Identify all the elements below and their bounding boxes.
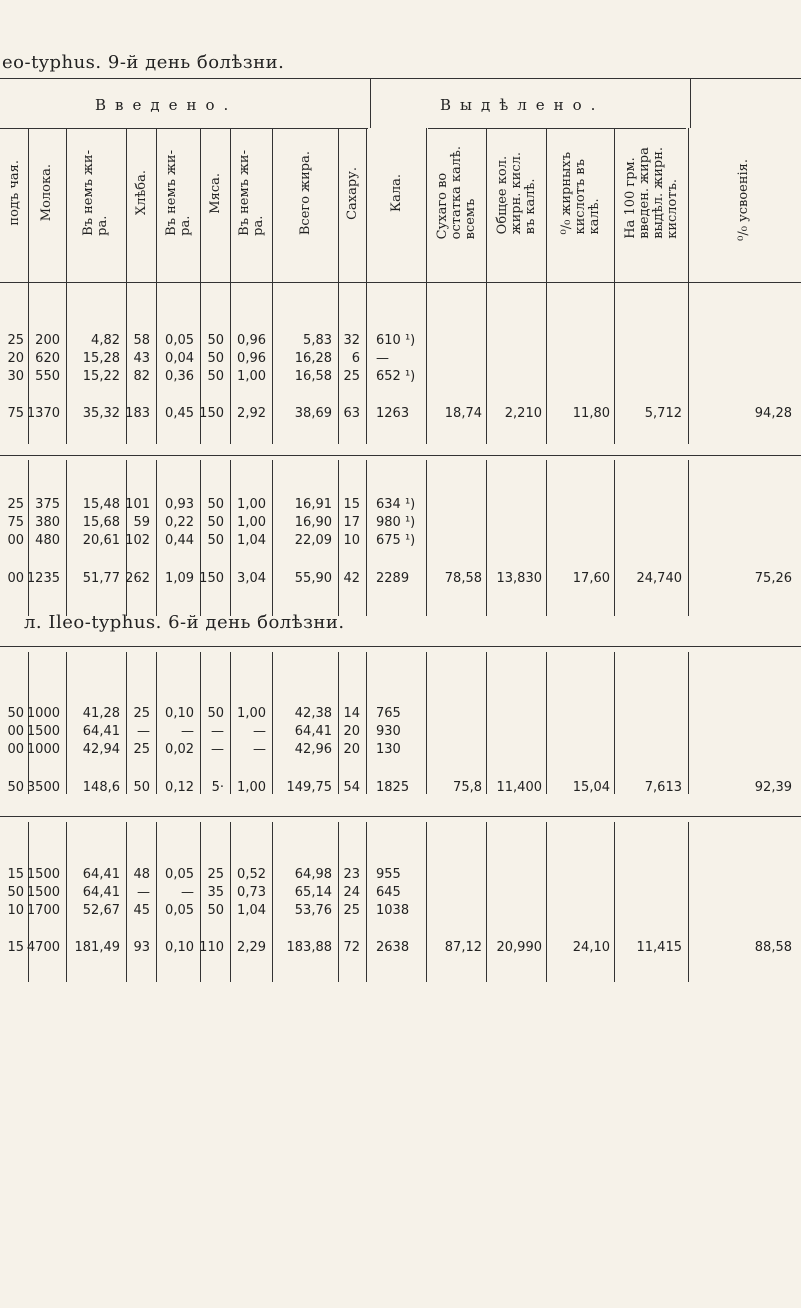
column-rule <box>272 822 273 982</box>
column-rule <box>156 128 157 444</box>
table-cell: — <box>181 724 194 739</box>
total-cell: 75 <box>7 406 24 421</box>
section-2-caption: л. Ileo-typhus. 6-й день болѣзни. <box>24 612 345 633</box>
table-cell: 634 ¹) <box>376 497 416 512</box>
total-cell: 20,990 <box>496 940 542 955</box>
column-rule <box>486 652 487 794</box>
column-rule <box>126 128 127 444</box>
col-header-assimilation: ⁰/₀ усвоенія. <box>736 159 751 241</box>
table-cell: 0,22 <box>165 515 194 530</box>
table-cell: — <box>376 351 389 366</box>
total-cell: 110 <box>199 940 224 955</box>
table-cell: 32 <box>343 333 360 348</box>
col-header-per-100g: На 100 грм. ввeден. жира выдѣл. жирн. кислотъ. <box>623 147 680 239</box>
table-cell: 50 <box>207 497 224 512</box>
table-cell: 1,04 <box>237 533 266 548</box>
table-cell: 0,04 <box>165 351 194 366</box>
table-cell: 22,09 <box>294 533 332 548</box>
column-rule <box>426 460 427 616</box>
total-cell: 50 <box>133 780 150 795</box>
table-cell: 64,41 <box>82 885 120 900</box>
table-cell: 1500 <box>26 885 60 900</box>
table-cell: 00 <box>7 742 24 757</box>
table-cell: 20 <box>7 351 24 366</box>
column-rule <box>614 822 615 982</box>
table-cell: 1,00 <box>237 706 266 721</box>
total-cell: 42 <box>343 571 360 586</box>
column-rule <box>272 652 273 794</box>
table-cell: 59 <box>133 515 150 530</box>
column-rule <box>126 822 127 982</box>
table-cell: 25 <box>133 706 150 721</box>
column-rule <box>200 822 201 982</box>
col-header-sugar: Сахару. <box>345 166 360 220</box>
total-cell: 63 <box>343 406 360 421</box>
column-rule <box>546 652 547 794</box>
table-cell: 16,90 <box>294 515 332 530</box>
table-cell: 00 <box>7 724 24 739</box>
table-cell: 45 <box>133 903 150 918</box>
table-cell: 645 <box>376 885 401 900</box>
table-cell: — <box>253 742 266 757</box>
table-cell: — <box>211 742 224 757</box>
col-header-bread-fat: Въ немъ жи- ра. <box>164 150 193 236</box>
table-cell: 25 <box>343 369 360 384</box>
column-rule <box>126 652 127 794</box>
total-cell: 15,04 <box>572 780 610 795</box>
total-cell: 78,58 <box>444 571 482 586</box>
total-cell: 11,415 <box>636 940 682 955</box>
table-cell: 16,28 <box>294 351 332 366</box>
table-cell: 64,98 <box>294 867 332 882</box>
table-cell: 15,68 <box>82 515 120 530</box>
total-cell: 4700 <box>26 940 60 955</box>
total-cell: 75,26 <box>754 571 792 586</box>
table-cell: 25 <box>7 497 24 512</box>
total-cell: 88,58 <box>754 940 792 955</box>
table-cell: 0,44 <box>165 533 194 548</box>
total-cell: 11,80 <box>572 406 610 421</box>
table-cell: 1000 <box>26 706 60 721</box>
column-rule <box>366 652 367 794</box>
total-cell: 17,60 <box>572 571 610 586</box>
table-cell: 50 <box>207 533 224 548</box>
column-rule <box>200 652 201 794</box>
table-cell: 1038 <box>376 903 410 918</box>
table-cell: — <box>181 885 194 900</box>
table-cell: 42,94 <box>82 742 120 757</box>
total-cell: 7,613 <box>644 780 682 795</box>
table-cell: 16,58 <box>294 369 332 384</box>
table-cell: 20 <box>343 742 360 757</box>
col-header-dry-residue: Сухаго во остатка калѣ. всемъ <box>435 146 478 240</box>
total-cell: 262 <box>125 571 150 586</box>
total-cell: 51,77 <box>82 571 120 586</box>
table-cell: 17 <box>343 515 360 530</box>
total-cell: 72 <box>343 940 360 955</box>
total-cell: 0,12 <box>165 780 194 795</box>
table-cell: 0,10 <box>165 706 194 721</box>
column-rule <box>426 652 427 794</box>
table-cell: 930 <box>376 724 401 739</box>
total-cell: 1825 <box>376 780 410 795</box>
table-cell: 5,83 <box>303 333 332 348</box>
total-cell: 15 <box>7 940 24 955</box>
table-cell: 0,02 <box>165 742 194 757</box>
table-cell: 0,05 <box>165 333 194 348</box>
col-header-fatty-acid-percent: ⁰/₀ жирныхъ кислотъ въ калѣ. <box>559 151 602 235</box>
table-cell: 65,14 <box>294 885 332 900</box>
table-cell: 675 ¹) <box>376 533 416 548</box>
column-rule <box>546 822 547 982</box>
table-cell: 0,52 <box>237 867 266 882</box>
table-cell: 610 ¹) <box>376 333 416 348</box>
table-cell: 1,04 <box>237 903 266 918</box>
table-cell: 58 <box>133 333 150 348</box>
table-cell: 53,76 <box>294 903 332 918</box>
table-cell: 50 <box>207 706 224 721</box>
col-header-bread: Хлѣба. <box>134 170 149 216</box>
table-cell: 50 <box>7 885 24 900</box>
table-cell: 4,82 <box>91 333 120 348</box>
table-cell: 41,28 <box>82 706 120 721</box>
table-cell: 480 <box>35 533 60 548</box>
column-rule <box>28 652 29 794</box>
page-title: eo-typhus. 9-й день болѣзни. <box>2 52 285 73</box>
table-cell: 24 <box>343 885 360 900</box>
column-rule <box>200 128 201 444</box>
table-cell: 0,05 <box>165 903 194 918</box>
table-cell: 10 <box>7 903 24 918</box>
total-cell: 24,10 <box>572 940 610 955</box>
table-cell: — <box>253 724 266 739</box>
table-cell: 1,00 <box>237 497 266 512</box>
total-cell: 24,740 <box>636 571 682 586</box>
column-rule <box>338 822 339 982</box>
column-rule <box>66 652 67 794</box>
total-cell: 75,8 <box>453 780 482 795</box>
column-rule <box>366 460 367 616</box>
table-cell: 200 <box>35 333 60 348</box>
table-cell: 375 <box>35 497 60 512</box>
total-cell: 181,49 <box>74 940 120 955</box>
column-rule <box>28 822 29 982</box>
total-cell: 11,400 <box>496 780 542 795</box>
column-rule <box>688 822 689 982</box>
total-cell: 183 <box>125 406 150 421</box>
table-cell: 130 <box>376 742 401 757</box>
table-cell: 1500 <box>26 724 60 739</box>
total-cell: 1235 <box>26 571 60 586</box>
total-cell: 2,92 <box>237 406 266 421</box>
table-cell: 652 ¹) <box>376 369 416 384</box>
table-cell: 50 <box>207 515 224 530</box>
table-cell: 75 <box>7 515 24 530</box>
top-rule <box>0 78 801 79</box>
table-cell: 50 <box>207 369 224 384</box>
col-header-feces: Кала. <box>389 174 404 212</box>
total-cell: 2,29 <box>237 940 266 955</box>
total-cell: 5,712 <box>644 406 682 421</box>
table-cell: 00 <box>7 533 24 548</box>
table-cell: 0,36 <box>165 369 194 384</box>
table-cell: 102 <box>125 533 150 548</box>
table-cell: 101 <box>125 497 150 512</box>
table-cell: 980 ¹) <box>376 515 416 530</box>
column-rule <box>688 460 689 616</box>
column-rule <box>486 128 487 444</box>
table-cell: — <box>137 885 150 900</box>
column-rule <box>426 822 427 982</box>
table-cell: 20 <box>343 724 360 739</box>
table-cell: 50 <box>207 351 224 366</box>
table-cell: 14 <box>343 706 360 721</box>
total-cell: 38,69 <box>294 406 332 421</box>
total-cell: 50 <box>7 780 24 795</box>
col-header-meat-fat: Въ немъ жи- ра. <box>237 150 266 236</box>
total-cell: 148,6 <box>82 780 120 795</box>
block-rule <box>0 646 801 647</box>
column-rule <box>426 128 427 444</box>
table-cell: 1500 <box>26 867 60 882</box>
table-cell: 0,96 <box>237 351 266 366</box>
table-cell: 23 <box>343 867 360 882</box>
column-rule <box>338 652 339 794</box>
table-cell: 25 <box>7 333 24 348</box>
total-cell: 1370 <box>26 406 60 421</box>
table-cell: — <box>137 724 150 739</box>
total-cell: 183,88 <box>286 940 332 955</box>
column-rule <box>366 128 367 444</box>
table-cell: 50 <box>207 903 224 918</box>
column-rule <box>546 460 547 616</box>
total-cell: 18,74 <box>444 406 482 421</box>
table-cell: 64,41 <box>82 724 120 739</box>
column-rule <box>614 128 615 444</box>
total-cell: 2638 <box>376 940 410 955</box>
total-cell: 55,90 <box>294 571 332 586</box>
table-cell: 16,91 <box>294 497 332 512</box>
total-cell: 54 <box>343 780 360 795</box>
col-header-milk: Молока. <box>39 164 54 222</box>
total-cell: 87,12 <box>444 940 482 955</box>
table-cell: 15,28 <box>82 351 120 366</box>
column-rule <box>614 652 615 794</box>
table-cell: 1,00 <box>237 515 266 530</box>
total-cell: 1,09 <box>165 571 194 586</box>
column-rule <box>338 128 339 444</box>
table-cell: 0,73 <box>237 885 266 900</box>
table-cell: 550 <box>35 369 60 384</box>
total-cell: 2,210 <box>504 406 542 421</box>
column-rule <box>230 128 231 444</box>
table-cell: 15,48 <box>82 497 120 512</box>
col-header-milk-fat: Въ немъ жи- ра. <box>81 150 110 236</box>
column-rule <box>486 822 487 982</box>
table-cell: 15 <box>343 497 360 512</box>
total-cell: 150 <box>199 571 224 586</box>
group-header-excreted: Выдѣлено. <box>440 96 605 114</box>
table-cell: 10 <box>343 533 360 548</box>
column-rule <box>688 128 689 444</box>
col-header-time: подъ чая. <box>7 160 22 226</box>
table-cell: 1,00 <box>237 369 266 384</box>
table-cell: — <box>211 724 224 739</box>
column-rule <box>28 128 29 444</box>
table-cell: 765 <box>376 706 401 721</box>
table-cell: 42,38 <box>294 706 332 721</box>
table-cell: 35 <box>207 885 224 900</box>
total-cell: 3500 <box>26 780 60 795</box>
column-rule <box>486 460 487 616</box>
total-cell: 149,75 <box>286 780 332 795</box>
table-cell: 15 <box>7 867 24 882</box>
total-cell: 35,32 <box>82 406 120 421</box>
total-cell: 150 <box>199 406 224 421</box>
column-rule <box>230 652 231 794</box>
total-cell: 2289 <box>376 571 410 586</box>
table-cell: 620 <box>35 351 60 366</box>
col-header-total-fat: Всего жира. <box>298 150 313 236</box>
group-header-introduced: Введено. <box>95 96 238 114</box>
block-rule <box>0 455 801 456</box>
table-cell: 25 <box>343 903 360 918</box>
table-cell: 380 <box>35 515 60 530</box>
total-cell: 93 <box>133 940 150 955</box>
total-cell: 92,39 <box>754 780 792 795</box>
table-cell: 64,41 <box>294 724 332 739</box>
table-cell: 20,61 <box>82 533 120 548</box>
table-cell: 1000 <box>26 742 60 757</box>
total-cell: 13,830 <box>496 571 542 586</box>
column-rule <box>66 822 67 982</box>
total-cell: 94,28 <box>754 406 792 421</box>
table-cell: 0,93 <box>165 497 194 512</box>
column-rule <box>230 822 231 982</box>
table-cell: 82 <box>133 369 150 384</box>
table-cell: 955 <box>376 867 401 882</box>
column-rule <box>366 822 367 982</box>
column-rule <box>614 460 615 616</box>
col-header-meat: Мяса. <box>208 172 223 214</box>
total-cell: 5· <box>211 780 224 795</box>
total-cell: 0,10 <box>165 940 194 955</box>
table-cell: 1700 <box>26 903 60 918</box>
total-cell: 3,04 <box>237 571 266 586</box>
table-cell: 30 <box>7 369 24 384</box>
table-cell: 0,96 <box>237 333 266 348</box>
header-bottom-rule <box>0 282 801 283</box>
table-cell: 50 <box>207 333 224 348</box>
block-rule <box>0 816 801 817</box>
column-rule <box>156 652 157 794</box>
total-cell: 00 <box>7 571 24 586</box>
col-header-total-fatty-acids: Общее кол. жирн. кисл. въ калѣ. <box>495 151 538 235</box>
table-cell: 6 <box>351 351 360 366</box>
table-cell: 0,05 <box>165 867 194 882</box>
column-rule <box>688 652 689 794</box>
table-cell: 64,41 <box>82 867 120 882</box>
table-cell: 52,67 <box>82 903 120 918</box>
total-cell: 0,45 <box>165 406 194 421</box>
table-cell: 43 <box>133 351 150 366</box>
table-cell: 25 <box>133 742 150 757</box>
group-divider <box>370 78 371 128</box>
table-cell: 50 <box>7 706 24 721</box>
table-cell: 25 <box>207 867 224 882</box>
total-cell: 1263 <box>376 406 410 421</box>
column-rule <box>546 128 547 444</box>
table-cell: 48 <box>133 867 150 882</box>
table-cell: 42,96 <box>294 742 332 757</box>
total-cell: 1,00 <box>237 780 266 795</box>
column-rule <box>272 128 273 444</box>
column-rule <box>156 822 157 982</box>
table-cell: 15,22 <box>82 369 120 384</box>
